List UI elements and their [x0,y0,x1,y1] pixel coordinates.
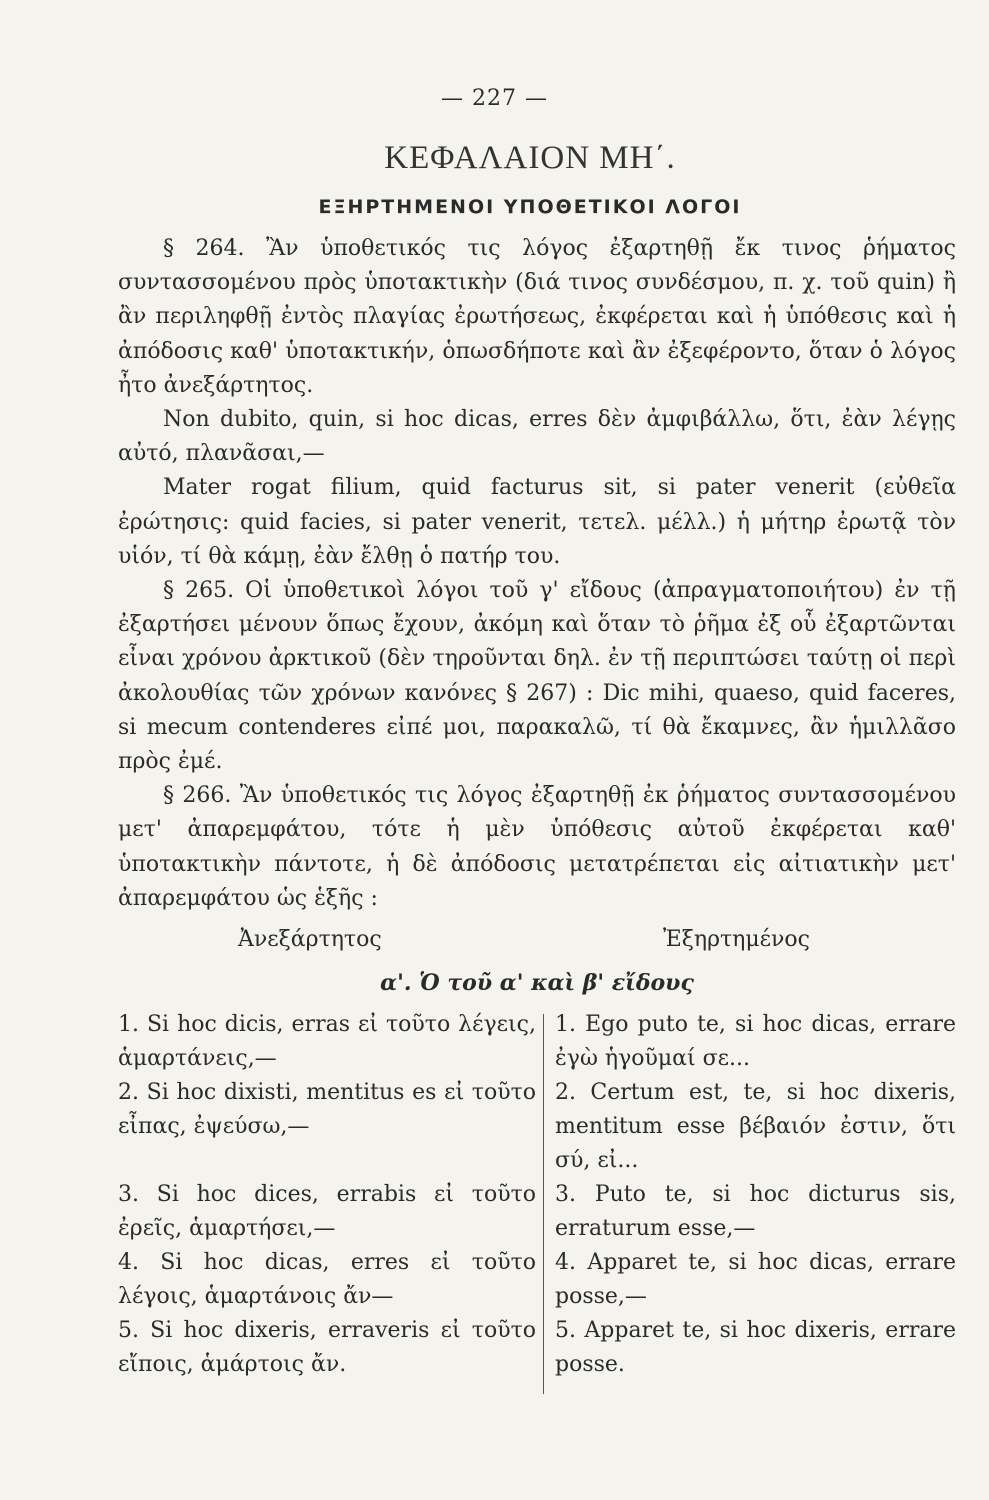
left-item: 4. Si hoc dicas, erres εἰ τοῦτο λέγοις, ἁμαρτάνοις ἄν— [118,1250,536,1309]
right-column [555,1008,956,1382]
body-text [118,232,956,916]
right-item: 2. Certum est, te, si hoc dixeris, mentitum esse βέβαιόν ἐστιν, ὅτι σύ, εἰ... [555,1080,956,1173]
paragraph-264: § 264. Ἂν ὑποθετικός τις λόγος ἐξαρτηθῇ ἔκ τινος ῥήματος συντασσομένου πρὸς ὑποτακτικὴν (διά τινος συνδέσμου, π. χ. τοῦ quin) ἢ ἂν περιληφθῇ ἐντὸς πλαγίας ἐρωτήσεως, ἐκφέρεται καὶ ἡ ὑπόθεσις καὶ ἡ ἀπόδοσις καθ' ὑποτακτικήν, ὁπωσδήποτε καὶ ἂν ἐξεφέροντο, ὅταν ὁ λόγος ἦτο ἀνεξάρτητος. [118,236,956,398]
right-item: 5. Apparet te, si hoc dixeris, errare posse. [555,1318,956,1377]
chapter-title: ΚΕΦΑΛΑΙΟΝ ΜΗ΄. [384,140,676,176]
chapter-subtitle: ΕΞΗΡΤΗΜΕΝΟΙ ΥΠΟΘΕΤΙΚΟΙ ΛΟΓΟΙ [318,196,742,218]
right-item: 4. Apparet te, si hoc dicas, errare posse,— [555,1250,956,1309]
left-item: 3. Si hoc dices, errabis εἰ τοῦτο ἐρεῖς, ἁμαρτήσει,— [118,1182,536,1241]
paragraph-example-1: Non dubito, quin, si hoc dicas, erres δὲν ἀμφιβάλλω, ὅτι, ἐὰν λέγῃς αὐτό, πλανᾶσαι,— [118,407,956,467]
left-item: 1. Si hoc dicis, erras εἰ τοῦτο λέγεις, ἁμαρτάνεις,— [118,1012,536,1071]
column-divider [543,1014,544,1394]
left-column [118,1008,536,1382]
left-column-header: Ἀνεξάρτητος [238,927,382,952]
left-item: 2. Si hoc dixisti, mentitus es εἰ τοῦτο εἶπας, ἐψεύσω,— [118,1080,536,1139]
page-number: — 227 — [441,86,548,111]
paragraph-example-2: Mater rogat filium, quid facturus sit, si pater venerit (εὐθεῖα ἐρώτησις: quid facies, si pater venerit, τετελ. μέλλ.) ἡ μήτηρ ἐρωτᾷ τὸν υἱόν, τί θὰ κάμῃ, ἐὰν ἔλθῃ ὁ πατήρ του. [118,475,956,569]
right-item: 3. Puto te, si hoc dicturus sis, erraturum esse,— [555,1182,956,1241]
right-column-header: Ἐξηρτημένος [663,927,810,952]
paragraph-265: § 265. Οἱ ὑποθετικοὶ λόγοι τοῦ γ' εἴδους (ἀπραγματοποιήτου) ἐν τῇ ἐξαρτήσει μένουν ὅπως ἔχουν, ἀκόμη καὶ ὅταν τὸ ῥῆμα ἐξ οὗ ἐξαρτῶνται εἶναι χρόνου ἀρκτικοῦ (δὲν τηροῦνται δηλ. ἐν τῇ περιπτώσει ταύτῃ οἱ περὶ ἀκολουθίας τῶν χρόνων κανόνες § 267) : Dic mihi, quaeso, quid faceres, si mecum contenderes εἰπέ μοι, παρακαλῶ, τί θὰ ἔκαμνες, ἂν ἡμιλλᾶσο πρὸς ἐμέ. [118,578,956,775]
paragraph-266: § 266. Ἂν ὑποθετικός τις λόγος ἐξαρτηθῇ ἐκ ῥήματος συντασσομένου μετ' ἀπαρεμφάτου, τότε ἡ μὲν ὑπόθεσις αὐτοῦ ἐκφέρεται καθ' ὑποτακτικὴν πάντοτε, ἡ δὲ ἀπόδοσις μετατρέπεται εἰς αἰτιατικὴν μετ' ἀπαρεμφάτου ὡς ἑξῆς : [118,783,956,911]
section-title: α'. Ὁ τοῦ α' καὶ β' εἴδους [380,970,694,996]
left-item: 5. Si hoc dixeris, erraveris εἰ τοῦτο εἴποις, ἁμάρτοις ἄν. [118,1318,536,1377]
right-item: 1. Ego puto te, si hoc dicas, errare ἐγὼ ἡγοῦμαί σε... [555,1012,956,1071]
